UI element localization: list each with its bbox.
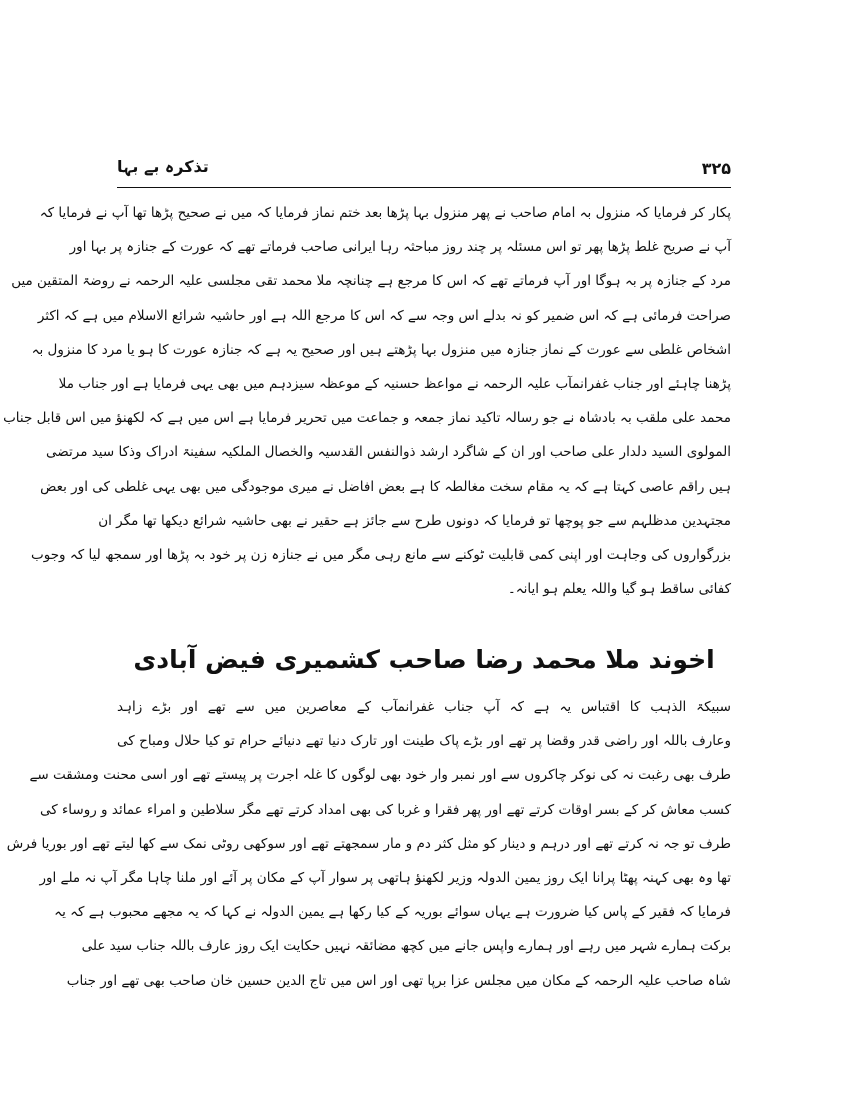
page-number: ۳۲۵ (701, 159, 731, 178)
text-line: صراحت فرمائی ہے کہ اس ضمیر کو نہ بدلے اس وجہ سے کہ اس کا مرجع اللہ ہے اور حاشیہ شرائع الاسلام میں ہے کہ اکثر (37, 307, 731, 324)
text-line: طرف بھی رغبت نہ کی نوکر چاکروں سے اور نمبر وار خود بھی لوگوں کا غلہ اجرت پر پیستے تھے اور اسی محنت ومشقت سے (29, 767, 731, 784)
text-line: مجتہدین مدظلہم سے جو پوچھا تو فرمایا کہ دونوں طرح سے جائز ہے حقیر نے بھی حاشیہ شرائع دیکھا تھا مگر ان (98, 512, 731, 529)
header-rule (117, 187, 731, 188)
text-line: بزرگواروں کی وجاہت اور اپنی کمی قابلیت ٹوکنے سے مانع رہی مگر میں نے جنازہ زن پر خود بہ پڑھا اور سمجھ لیا کہ وجوب (31, 546, 731, 563)
text-line: وعارف باللہ اور راضی قدر وقضا پر تھے اور بڑے پاک طینت اور تارک دنیا تھے دنیائے حرام تو کیا حلال ومباح کی (117, 733, 731, 750)
text-line: برکت ہمارے شہر میں رہے اور ہمارے واپس جانے میں کچھ مضائقہ نہیں حکایت ایک روز عارف باللہ جناب سید علی (81, 938, 731, 955)
text-line: ہیں راقم عاصی کہتا ہے کہ یہ مقام سخت مغالطہ کا ہے بعض افاضل نے میری موجودگی میں بھی یہی غلطی کی اور بعض (40, 478, 731, 495)
text-line: تھا وہ بھی کہنہ پھٹا پرانا ایک روز یمین الدولہ وزیر لکھنؤ ہاتھی پر سوار آپ کے مکان پر آئے اور ملنا چاہا مگر آپ نہ ملے اور (39, 869, 731, 886)
page-header (117, 157, 731, 185)
text-line: سبیکۃ الذہب کا اقتباس یہ ہے کہ آپ جناب غفرانمآب کے معاصرین میں سے تھے اور بڑے زاہد (117, 699, 731, 715)
text-line: مرد کے جنازہ پر بہ ہوگا اور آپ فرماتے تھے کہ اس کا مرجع ہے چنانچہ ملا محمد تقی مجلسی علیہ الرحمہ نے روضۃ المتقین میں (11, 273, 731, 290)
text-line: محمد علی ملقب بہ بادشاہ نے جو رسالہ تاکید نماز جمعہ و جماعت میں تحریر فرمایا ہے اس میں ہے کہ لکھنؤ میں اس قابل جناب (3, 410, 731, 427)
paragraph-two (6, 690, 731, 998)
text-line: طرف تو جہ نہ کرتے تھے اور درہم و دینار کو مثل کثر دم و مار سمجھتے تھے اور سوکھی روٹی نمک سے کھا لیتے تھے اور بوریا فرش (6, 835, 731, 852)
text-line: پڑھنا چاہئے اور جناب غفرانمآب علیہ الرحمہ نے مواعظ حسنیہ کے موعظہ سیزدہم میں بھی یہی فرمایا ہے اور جناب ملا (58, 375, 731, 392)
text-line: اشخاص غلطی سے عورت کے نماز جنازہ میں منزول بہا پڑھتے ہیں اور صحیح یہ ہے کہ جنازہ عورت کا ہو یا مرد کا منزول بہ (31, 341, 731, 358)
paragraph-one (3, 196, 731, 606)
text-line: کفائی ساقط ہو گیا واللہ یعلم ہو ایانہ۔ (507, 581, 731, 598)
text-line: شاہ صاحب علیہ الرحمہ کے مکان میں مجلس عزا برپا تھی اور اس میں تاج الدین حسین خان صاحب بھی تھے اور جناب (66, 972, 731, 989)
running-title: تذکرہ بے بہا (117, 157, 209, 176)
text-line: پکار کر فرمایا کہ منزول بہ امام صاحب نے پھر منزول بہا پڑھا بعد ختم نماز فرمایا کہ میں نے صحیح پڑھا تھا آپ نے فرمایا کہ (39, 205, 731, 221)
text-line: المولوی السید دلدار علی صاحب اور ان کے شاگرد ارشد ذوالنفس القدسیہ والخصال الملکیہ سفینۃ ادراک وذکا سید مرتضی (46, 444, 731, 461)
text-line: آپ نے صریح غلط پڑھا پھر تو اس مسئلہ پر چند روز مباحثہ رہا ایرانی صاحب فرماتے تھے کہ عورت کے جنازہ پر بہا اور (69, 239, 731, 256)
section-heading: اخوند ملا محمد رضا صاحب کشمیری فیض آبادی (133, 645, 715, 674)
text-line: فرمایا کہ فقیر کے پاس کیا ضرورت ہے یہاں سوائے بوریہ کے کیا رکھا ہے یمین الدولہ نے کہا کہ یہ مجھے محبوب ہے کہ یہ (54, 904, 731, 921)
text-line: کسب معاش کر کے بسر اوقات کرتے تھے اور پھر فقرا و غربا کی بھی امداد کرتے تھے مگر سلاطین و امراء عمائد و روساء کی (39, 801, 731, 818)
